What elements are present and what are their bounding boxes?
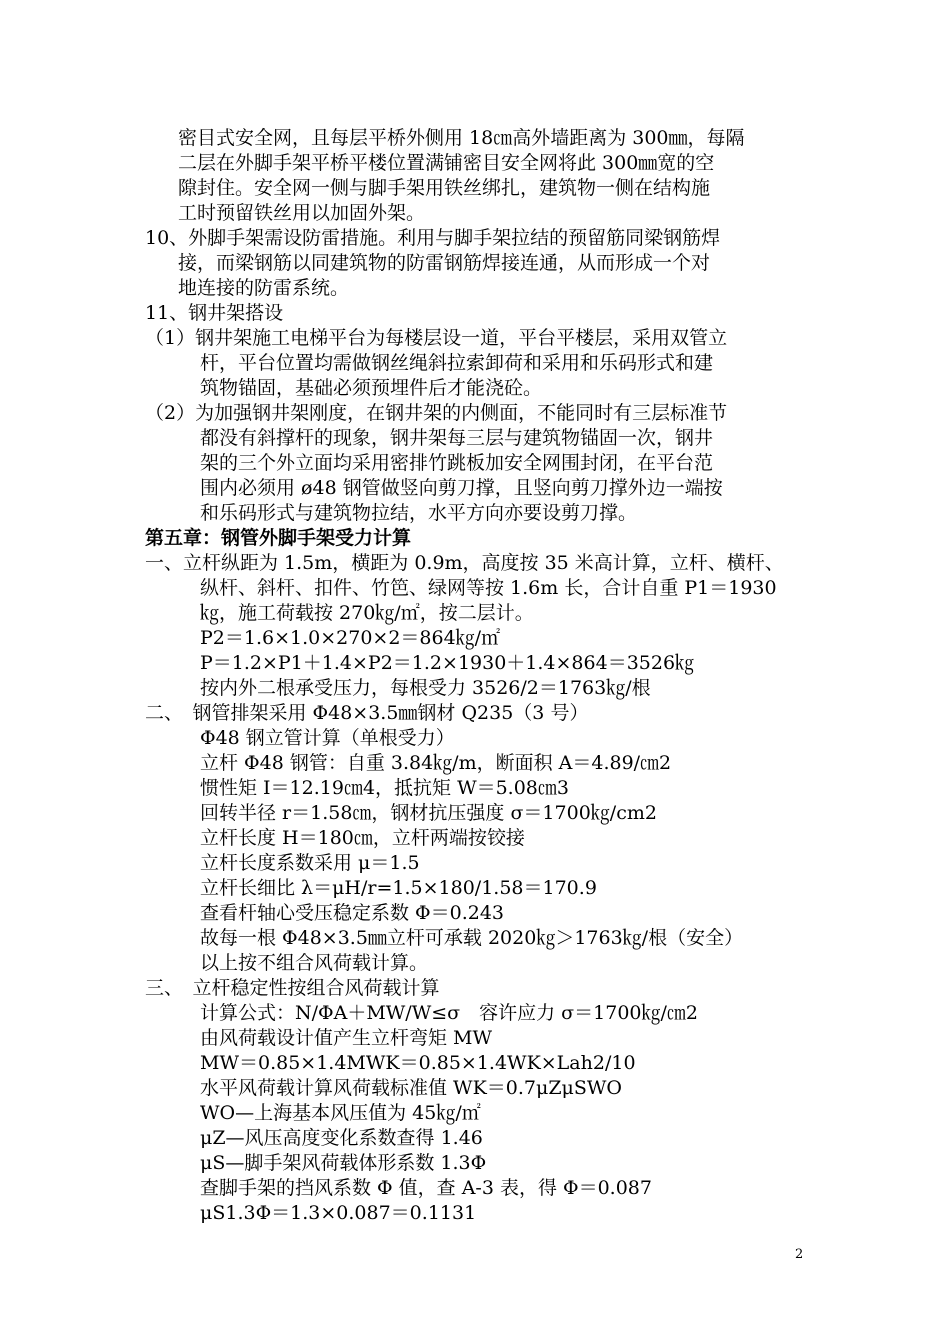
text-line: 隙封住。安全网一侧与脚手架用铁丝绑扎，建筑物一侧在结构施: [178, 177, 711, 199]
text-line: μZ—风压高度变化系数查得 1.46: [200, 1127, 483, 1149]
formula-line: 立杆长细比 λ＝μH/r=1.5×180/1.58＝170.9: [200, 877, 597, 899]
text-line: 回转半径 r＝1.58㎝，钢材抗压强度 σ＝1700㎏/cm2: [200, 802, 657, 824]
text-line: 杆，平台位置均需做钢丝绳斜拉索卸荷和采用和乐码形式和建: [200, 352, 714, 374]
text-line: 都没有斜撑杆的现象，钢井架每三层与建筑物锚固一次，钢井: [200, 427, 714, 449]
text-line: 查脚手架的挡风系数 Φ 值，查 A-3 表，得 Φ＝0.087: [200, 1177, 652, 1199]
formula-line: 计算公式：N/ΦA＋MW/W≤σ 容许应力 σ＝1700㎏/㎝2: [200, 1002, 698, 1024]
text-line: 纵杆、斜杆、扣件、竹笆、绿网等按 1.6m 长，合计自重 P1＝1930: [200, 577, 777, 599]
text-line: ㎏，施工荷载按 270㎏/㎡，按二层计。: [200, 602, 534, 624]
numbered-item: 11、钢井架搭设: [145, 302, 284, 324]
text-line: 和乐码形式与建筑物拉结，水平方向亦要设剪刀撑。: [200, 502, 638, 524]
text-line: 立杆长度 H＝180㎝，立杆两端按铰接: [200, 827, 525, 849]
numbered-item: 10、外脚手架需设防雷措施。利用与脚手架拉结的预留筋同梁钢筋焊: [145, 227, 721, 249]
page-number: 2: [795, 1247, 804, 1262]
text-line: 地连接的防雷系统。: [178, 277, 350, 299]
text-line: 架的三个外立面均采用密排竹跳板加安全网围封闭，在平台范: [200, 452, 714, 474]
section-item: 三、 立杆稳定性按组合风荷载计算: [145, 977, 440, 999]
formula-line: MW＝0.85×1.4MWK＝0.85×1.4WK×Lah2/10: [200, 1052, 636, 1074]
text-line: 故每一根 Φ48×3.5㎜立杆可承载 2020㎏＞1763㎏/根（安全）: [200, 927, 744, 949]
text-line: 水平风荷载计算风荷载标准值 WK＝0.7μZμSWO: [200, 1077, 622, 1099]
formula-line: P2＝1.6×1.0×270×2＝864㎏/㎡: [200, 627, 501, 649]
section-item: 二、 钢管排架采用 Φ48×3.5㎜钢材 Q235（3 号）: [145, 702, 589, 724]
text-line: 接，而梁钢筋以同建筑物的防雷钢筋焊接连通，从而形成一个对: [178, 252, 711, 274]
text-line: 围内必须用 ø48 钢管做竖向剪刀撑，且竖向剪刀撑外边一端按: [200, 477, 723, 499]
text-line: 二层在外脚手架平桥平楼位置满铺密目安全网将此 300㎜宽的空: [178, 152, 715, 174]
chapter-heading: 第五章：钢管外脚手架受力计算: [145, 527, 412, 549]
text-line: 工时预留铁丝用以加固外架。: [178, 202, 426, 224]
formula-line: P＝1.2×P1＋1.4×P2＝1.2×1930＋1.4×864＝3526㎏: [200, 652, 695, 674]
text-line: μS—脚手架风荷载体形系数 1.3Φ: [200, 1152, 487, 1174]
text-line: 立杆长度系数采用 μ＝1.5: [200, 852, 420, 874]
text-line: 筑物锚固，基础必须预埋件后才能浇砼。: [200, 377, 543, 399]
text-line: 惯性矩 I＝12.19㎝4，抵抗矩 W＝5.08㎝3: [200, 777, 569, 799]
text-line: 查看杆轴心受压稳定系数 Φ＝0.243: [200, 902, 505, 924]
formula-line: μS1.3Φ＝1.3×0.087＝0.1131: [200, 1202, 477, 1224]
numbered-item: （2）为加强钢井架刚度，在钢井架的内侧面，不能同时有三层标准节: [145, 402, 728, 424]
text-line: Φ48 钢立管计算（单根受力）: [200, 727, 455, 749]
text-line: 按内外二根承受压力，每根受力 3526/2＝1763㎏/根: [200, 677, 651, 699]
text-line: 密目式安全网，且每层平桥外侧用 18㎝高外墙距离为 300㎜，每隔: [178, 127, 745, 149]
section-item: 一、立杆纵距为 1.5m，横距为 0.9m，高度按 35 米高计算，立杆、横杆、: [145, 552, 784, 574]
text-line: WO—上海基本风压值为 45㎏/㎡: [200, 1102, 481, 1124]
text-line: 由风荷载设计值产生立杆弯矩 MW: [200, 1027, 493, 1049]
text-line: 立杆 Φ48 钢管：自重 3.84㎏/m，断面积 A＝4.89/㎝2: [200, 752, 672, 774]
text-line: 以上按不组合风荷载计算。: [200, 952, 429, 974]
numbered-item: （1）钢井架施工电梯平台为每楼层设一道，平台平楼层，采用双管立: [145, 327, 728, 349]
